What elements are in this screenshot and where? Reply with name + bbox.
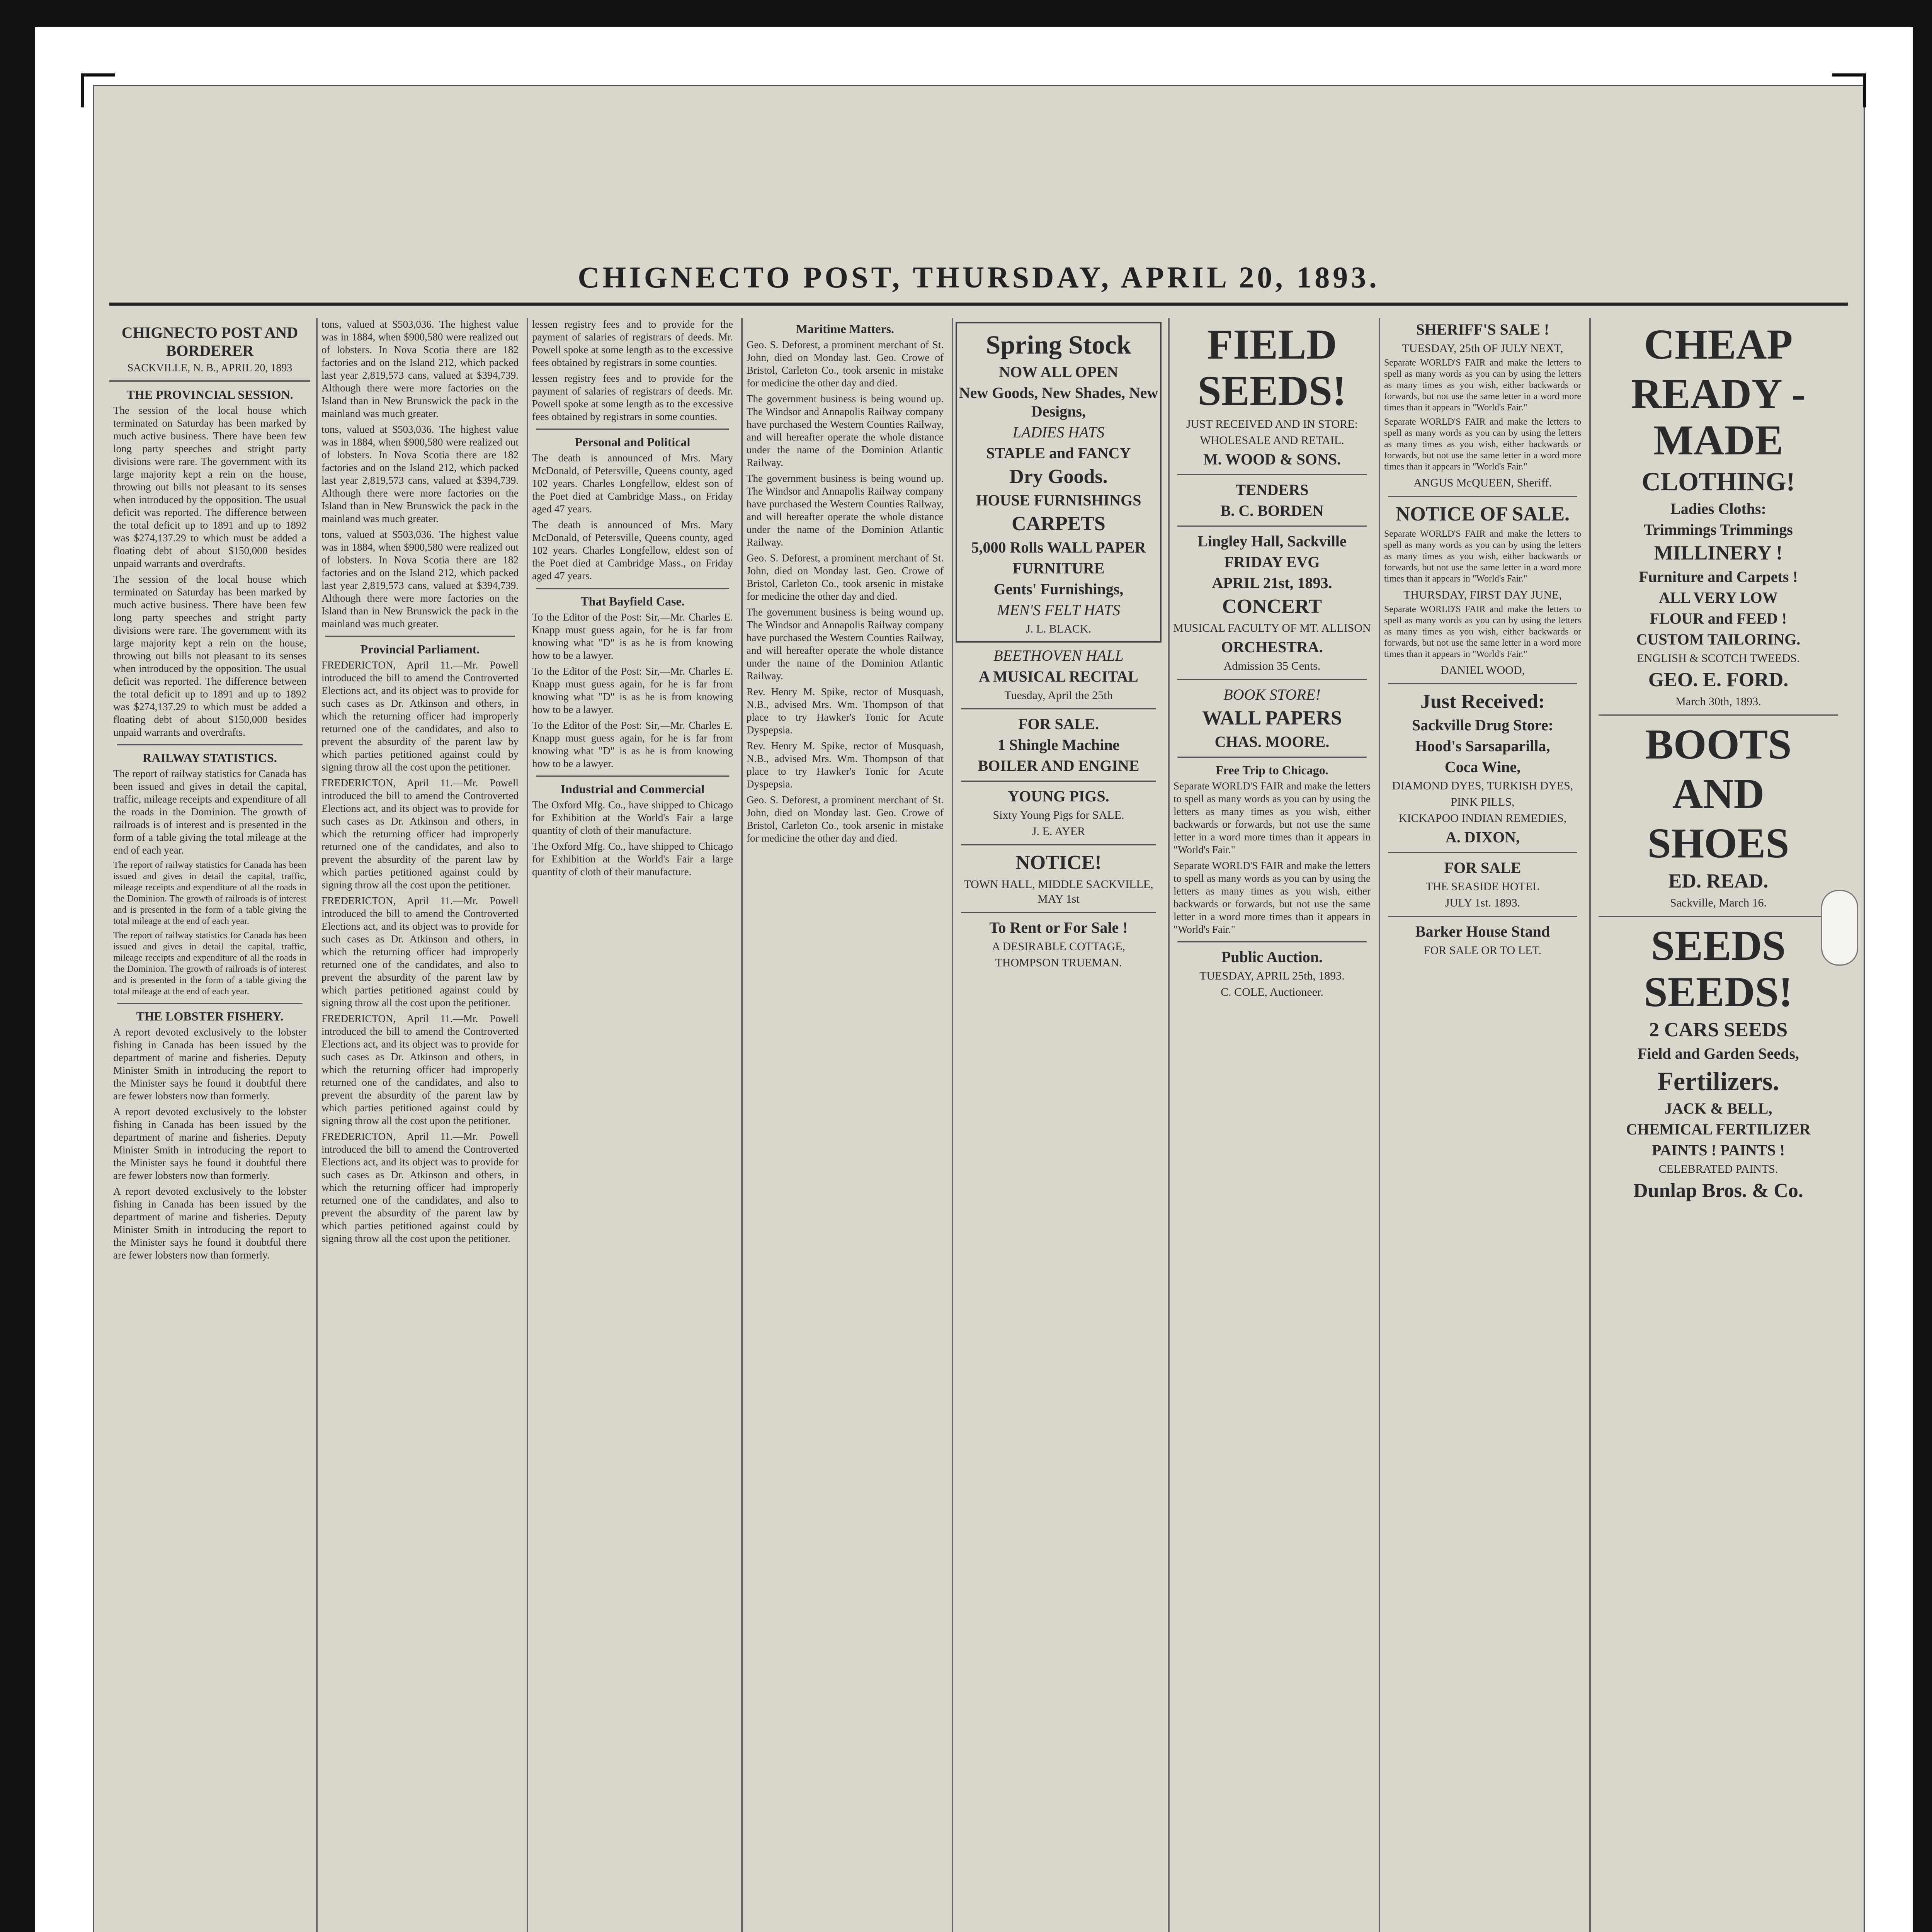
article-text: tons, valued at $503,036. The highest value was in 1884, when $900,580 were realized out of lobsters. In Nova Scotia there are 182 factories and on the Island 212, which packed last year 2,819,573 cans, valued at $394,739. Although there were more factories on the Island than in New Brunswick the pack in the mainland was much greater.: [321, 423, 519, 524]
ad-line: Field and Garden Seeds,: [1638, 1045, 1799, 1062]
divider: [1599, 916, 1838, 917]
ad-line: Admission 35 Cents.: [1223, 660, 1321, 672]
article-heading: Industrial and Commercial: [560, 782, 705, 796]
ad-line: TUESDAY, 25th OF JULY NEXT,: [1402, 342, 1563, 355]
article-text: lessen registry fees and to provide for the payment of salaries of registrars of deeds. Mr. Powell spoke at some length as to the excessive fees obtained by registrars in some counties.: [532, 372, 733, 422]
article-text: FREDERICTON, April 11.—Mr. Powell introduced the bill to amend the Controverted Elections act, and its object was to provide for such cases as Dr. Atkinson and others, in which the returning officer had improperly returned one of the candidates, and also to prevent the absurdity of the parent law by which parties petitioned against could by signing throw all the cost upon the petitioner.: [321, 777, 519, 891]
ad-line: Hood's Sarsaparilla,: [1415, 737, 1550, 755]
article-text: tons, valued at $503,036. The highest value was in 1884, when $900,580 were realized out of lobsters. In Nova Scotia there are 182 factories and on the Island 212, which packed last year 2,819,573 cans, valued at $394,739. Although there were more factories on the Island than in New Brunswick the pack in the mainland was much greater.: [321, 529, 519, 629]
ad-line: MUSICAL FACULTY OF MT. ALLISON: [1173, 622, 1371, 634]
ad-line: FURNITURE: [1012, 560, 1105, 577]
divider: [117, 1003, 303, 1004]
nameplate: CHIGNECTO POST AND BORDERER: [121, 324, 298, 359]
ad-signature: J. L. BLACK.: [1026, 622, 1092, 635]
ad-line: Fertilizers.: [1657, 1066, 1779, 1096]
article-text: A report devoted exclusively to the lobster fishing in Canada has been issued by the department of marine and fisheries. Deputy Minister Smith in introducing the report to the Minister says he found it doubtful there are fewer lobsters now than formerly.: [113, 1106, 306, 1181]
article-text: The session of the local house which terminated on Saturday has been marked by much active business. There have been few long party speeches and stright party divisions were rare. The government with its large majority kept a rein on the house, throwing out bills not pleasant to its senses when introduced by the opposition. The usual deficit was reported. The difference between the total deficit up to 1891 and up to 1892 was $274,137.29 to which must be added a floating debt of about $150,000 besides unpaid warrants and overdrafts.: [113, 573, 306, 738]
ad-line: Tuesday, April the 25th: [1004, 689, 1113, 702]
article-text: The report of railway statistics for Canada has been issued and gives in detail the capital, traffic, mileage receipts and expenditure of all the roads in the Dominion. The growth of railroads is of interest and is presented in the form of a table giving the total mileage at the end of each year.: [113, 860, 306, 926]
ad-line: JULY 1st. 1893.: [1445, 896, 1520, 909]
ad-line: Ladies Cloths:: [1670, 500, 1766, 517]
column-2: [316, 318, 522, 1932]
ad-date: Sackville, March 16.: [1670, 896, 1767, 909]
divider: [325, 636, 515, 637]
ad-title: BEETHOVEN HALL: [993, 647, 1124, 664]
crop-mark: [81, 73, 115, 107]
article-heading: That Bayfield Case.: [580, 594, 685, 608]
ad-line: DIAMOND DYES, TURKISH DYES,: [1392, 779, 1573, 792]
article-text: A report devoted exclusively to the lobster fishing in Canada has been issued by the department of marine and fisheries. Deputy Minister Smith in introducing the report to the Minister says he found it doubtful there are fewer lobsters now than formerly.: [113, 1185, 306, 1261]
ad-line: 2 CARS SEEDS: [1649, 1019, 1788, 1041]
article-text: To the Editor of the Post: Sir,—Mr. Charles E. Knapp must guess again, for he is far from knowing what "D" is as he is from knowing how to be a lawyer.: [532, 611, 733, 661]
ad-signature: C. COLE, Auctioneer.: [1221, 986, 1323, 998]
ad-line: CHEMICAL FERTILIZER: [1626, 1121, 1811, 1138]
article-text: The death is announced of Mrs. Mary McDonald, of Petersville, Queens county, aged 102 years. Charles Longfellow, eldest son of the Poet died at Cambridge Mass., on Friday aged 47 years.: [532, 452, 733, 515]
ad-title: SEEDS SEEDS!: [1644, 922, 1793, 1015]
article-heading: RAILWAY STATISTICS.: [143, 751, 277, 765]
article-text: Rev. Henry M. Spike, rector of Musquash, N.B., advised Mrs. Wm. Thompson of that place to try Hawker's Tonic for Acute Dyspepsia.: [747, 686, 944, 736]
article-text: The Oxford Mfg. Co., have shipped to Chicago for Exhibition at the World's Fair a large quantity of cloth of their manufacture.: [532, 840, 733, 878]
ad-line: THE SEASIDE HOTEL: [1425, 880, 1540, 893]
ad-title: CHEAP: [1644, 321, 1793, 368]
ad-title: FOR SALE.: [1018, 715, 1099, 733]
article-text: To the Editor of the Post: Sir,—Mr. Charles E. Knapp must guess again, for he is far from knowing what "D" is as he is from knowing how to be a lawyer.: [532, 719, 733, 769]
ad-line: Sackville Drug Store:: [1412, 716, 1553, 734]
article-text: FREDERICTON, April 11.—Mr. Powell introduced the bill to amend the Controverted Elections act, and its object was to provide for such cases as Dr. Atkinson and others, in which the returning officer had improperly returned one of the candidates, and also to prevent the absurdity of the parent law by which parties petitioned against could by signing throw all the cost upon the petitioner.: [321, 1131, 519, 1244]
divider: [1177, 679, 1367, 680]
ad-title: FIELD SEEDS!: [1197, 321, 1347, 414]
divider: [961, 781, 1156, 782]
ad-text: Separate WORLD'S FAIR and make the letters to spell as many words as you can by using the letters as many times as you wish, either backwards or forwards, but not use the same letter in a word more times than it appears in "World's Fair.": [1173, 780, 1371, 855]
ad-line: TOWN HALL, MIDDLE SACKVILLE, MAY 1st: [964, 878, 1153, 905]
ad-text: Separate WORLD'S FAIR and make the letters to spell as many words as you can by using the letters as many times as you wish, either backwards or forwards, but not use the same letter in a word more times than it appears in "World's Fair.": [1173, 860, 1371, 935]
ad-signature: M. WOOD & SONS.: [1203, 451, 1341, 468]
ad-line: PAINTS ! PAINTS !: [1651, 1141, 1785, 1159]
ad-title: Public Auction.: [1221, 948, 1323, 966]
ad-title: SHERIFF'S SALE !: [1416, 321, 1549, 338]
article-text: Rev. Henry M. Spike, rector of Musquash, N.B., advised Mrs. Wm. Thompson of that place to try Hawker's Tonic for Acute Dyspepsia.: [747, 740, 944, 790]
ad-title: Lingley Hall, Sackville: [1197, 532, 1347, 550]
divider: [1599, 714, 1838, 716]
ad-line: A MUSICAL RECITAL: [979, 668, 1138, 685]
ad-title: BOOK STORE!: [1223, 686, 1321, 703]
column-5: [952, 318, 1164, 1932]
column-4: [741, 318, 947, 1932]
advertisement: [956, 322, 1162, 643]
article-text: The government business is being wound up. The Windsor and Annapolis Railway company have purchased the Western Counties Railway, and will hereafter operate the whole distance under the name of the Dominion Atlantic Railway.: [747, 393, 944, 468]
ad-title: NOTICE OF SALE.: [1395, 503, 1570, 525]
article-heading: Provincial Parliament.: [360, 642, 480, 656]
crop-mark: [1832, 73, 1866, 107]
ad-line: JACK & BELL,: [1664, 1100, 1772, 1117]
ad-title: Spring Stock: [986, 330, 1131, 359]
ad-line: Sixty Young Pigs for SALE.: [993, 809, 1124, 821]
article-heading: THE PROVINCIAL SESSION.: [126, 388, 293, 401]
ad-line: FLOUR and FEED !: [1650, 610, 1787, 627]
article-heading: Maritime Matters.: [796, 322, 895, 336]
divider: [1388, 496, 1577, 497]
ad-signature: Dunlap Bros. & Co.: [1633, 1180, 1803, 1202]
ad-line: PINK PILLS,: [1451, 796, 1515, 808]
ad-title: YOUNG PIGS.: [1008, 787, 1109, 805]
article-text: FREDERICTON, April 11.—Mr. Powell introduced the bill to amend the Controverted Elections act, and its object was to provide for such cases as Dr. Atkinson and others, in which the returning officer had improperly returned one of the candidates, and also to prevent the absurdity of the parent law by which parties petitioned against could by signing throw all the cost upon the petitioner.: [321, 895, 519, 1009]
column-3: [527, 318, 737, 1932]
ad-title: TENDERS: [1235, 481, 1309, 498]
ad-title: Free Trip to Chicago.: [1216, 763, 1328, 777]
article-text: Geo. S. Deforest, a prominent merchant of St. John, died on Monday last. Geo. Crowe of Bristol, Carleton Co., took arsenic in mistake for medicine the other day and died.: [747, 339, 944, 389]
ad-signature: GEO. E. FORD.: [1648, 669, 1789, 691]
masthead-title: CHIGNECTO POST, THURSDAY, APRIL 20, 1893.: [578, 260, 1380, 294]
ad-line: STAPLE and FANCY: [986, 444, 1131, 462]
ad-signature: B. C. BORDEN: [1220, 502, 1324, 519]
ad-line: CONCERT: [1222, 595, 1322, 617]
ad-signature: ANGUS McQUEEN, Sheriff.: [1413, 476, 1552, 489]
ad-text: Separate WORLD'S FAIR and make the letters to spell as many words as you can by using the letters as many times as you wish, either backwards or forwards, but not use the same letter in a word more times than it appears in "World's Fair.": [1384, 417, 1581, 472]
ad-line: ENGLISH & SCOTCH TWEEDS.: [1637, 652, 1800, 665]
divider: [1177, 474, 1367, 475]
ad-text: Separate WORLD'S FAIR and make the letters to spell as many words as you can by using the letters as many times as you wish, either backwards or forwards, but not use the same letter in a word more times than it appears in "World's Fair.": [1384, 529, 1581, 584]
ad-line: Gents' Furnishings,: [993, 580, 1124, 598]
ad-line: CARPETS: [1012, 513, 1105, 535]
article-text: The death is announced of Mrs. Mary McDonald, of Petersville, Queens county, aged 102 years. Charles Longfellow, eldest son of the Poet died at Cambridge Mass., on Friday aged 47 years.: [532, 519, 733, 582]
ad-line: MILLINERY !: [1654, 542, 1783, 564]
ad-signature: ED. READ.: [1668, 870, 1769, 892]
ad-line: LADIES HATS: [1012, 423, 1105, 441]
scan-background: [35, 27, 1913, 1932]
article-heading: THE LOBSTER FISHERY.: [136, 1009, 284, 1023]
ad-line: Furniture and Carpets !: [1639, 568, 1798, 585]
ad-line: 5,000 Rolls WALL PAPER: [971, 539, 1146, 556]
ad-signature: J. E. AYER: [1032, 825, 1085, 838]
ad-line: THURSDAY, FIRST DAY JUNE,: [1403, 588, 1562, 601]
article-text: FREDERICTON, April 11.—Mr. Powell introduced the bill to amend the Controverted Elections act, and its object was to provide for such cases as Dr. Atkinson and others, in which the returning officer had improperly returned one of the candidates, and also to prevent the absurdity of the parent law by which parties petitioned against could by signing throw all the cost upon the petitioner.: [321, 1013, 519, 1126]
ad-line: TUESDAY, APRIL 25th, 1893.: [1199, 969, 1345, 982]
ad-line: ALL VERY LOW: [1659, 589, 1778, 606]
ad-line: Trimmings Trimmings: [1644, 521, 1793, 538]
article-text: The report of railway statistics for Canada has been issued and gives in detail the capital, traffic, mileage receipts and expenditure of all the roads in the Dominion. The growth of railroads is of interest and is presented in the form of a table giving the total mileage at the end of each year.: [113, 768, 306, 856]
ad-line: ORCHESTRA.: [1221, 638, 1323, 656]
ad-text: Separate WORLD'S FAIR and make the letters to spell as many words as you can by using the letters as many times as you wish, either backwards or forwards, but not use the same letter in a word more times than it appears in "World's Fair.": [1384, 358, 1581, 413]
divider: [536, 588, 729, 589]
ad-line: FRIDAY EVG: [1224, 553, 1320, 571]
divider: [961, 844, 1156, 845]
divider: [117, 744, 303, 745]
ad-line: CELEBRATED PAINTS.: [1658, 1163, 1778, 1175]
ad-title: SHOES: [1647, 820, 1789, 867]
ad-line: New Goods, New Shades, New Designs,: [959, 384, 1158, 420]
ad-signature: DANIEL WOOD,: [1440, 664, 1525, 677]
ad-line: KICKAPOO INDIAN REMEDIES,: [1398, 812, 1567, 825]
article-text: The session of the local house which terminated on Saturday has been marked by much active business. There have been few long party speeches and stright party divisions were rare. The government with its large majority kept a rein on the house, throwing out bills not pleasant to its senses when introduced by the opposition. The usual deficit was reported. The difference between the total deficit up to 1891 and up to 1892 was $274,137.29 to which must be added a floating debt of about $150,000 besides unpaid warrants and overdrafts.: [113, 405, 306, 569]
divider: [1388, 852, 1577, 853]
ad-line: Dry Goods.: [1009, 466, 1108, 488]
ad-line: 1 Shingle Machine: [997, 736, 1120, 753]
ad-title: To Rent or For Sale !: [989, 919, 1128, 936]
ad-line: WALL PAPERS: [1202, 707, 1342, 729]
masthead: [109, 256, 1848, 306]
ad-title: Just Received:: [1420, 690, 1545, 713]
article-text: A report devoted exclusively to the lobster fishing in Canada has been issued by the department of marine and fisheries. Deputy Minister Smith in introducing the report to the Minister says he found it doubtful there are fewer lobsters now than formerly.: [113, 1026, 306, 1102]
divider: [1177, 757, 1367, 758]
ad-title: READY - MADE: [1631, 370, 1806, 464]
ad-text: Separate WORLD'S FAIR and make the letters to spell as many words as you can by using the letters as many times as you wish, either backwards or forwards, but not use the same letter in a word more times than it appears in "World's Fair.": [1384, 604, 1581, 659]
ad-line: JUST RECEIVED AND IN STORE:: [1186, 418, 1358, 430]
article-text: tons, valued at $503,036. The highest value was in 1884, when $900,580 were realized out of lobsters. In Nova Scotia there are 182 factories and on the Island 212, which packed last year 2,819,573 cans, valued at $394,739. Although there were more factories on the Island than in New Brunswick the pack in the mainland was much greater.: [321, 318, 519, 419]
divider: [536, 776, 729, 777]
column-6: [1168, 318, 1374, 1932]
newspaper-page: [93, 85, 1865, 1932]
article-text: Geo. S. Deforest, a prominent merchant of St. John, died on Monday last. Geo. Crowe of Bristol, Carleton Co., took arsenic in mistake for medicine the other day and died.: [747, 552, 944, 602]
ad-date: March 30th, 1893.: [1675, 695, 1761, 708]
article-text: The Oxford Mfg. Co., have shipped to Chicago for Exhibition at the World's Fair a large quantity of cloth of their manufacture.: [532, 799, 733, 836]
article-heading: Personal and Political: [575, 435, 690, 449]
article-text: The government business is being wound up. The Windsor and Annapolis Railway company have purchased the Western Counties Railway, and will hereafter operate the whole distance under the name of the Dominion Atlantic Railway.: [747, 473, 944, 548]
ad-signature: CHAS. MOORE.: [1214, 733, 1330, 750]
ad-line: Coca Wine,: [1444, 758, 1521, 776]
article-text: FREDERICTON, April 11.—Mr. Powell introduced the bill to amend the Controverted Elections act, and its object was to provide for such cases as Dr. Atkinson and others, in which the returning officer had improperly returned one of the candidates, and also to prevent the absurdity of the parent law by which parties petitioned against could by signing throw all the cost upon the petitioner.: [321, 659, 519, 773]
article-text: To the Editor of the Post: Sir,—Mr. Charles E. Knapp must guess again, for he is far from knowing what "D" is as he is from knowing how to be a lawyer.: [532, 665, 733, 715]
column-7: [1379, 318, 1585, 1932]
divider: [1388, 683, 1577, 684]
ad-line: CUSTOM TAILORING.: [1636, 631, 1801, 648]
ad-title: FOR SALE: [1444, 859, 1521, 876]
ad-subtitle: NOW ALL OPEN: [999, 363, 1118, 381]
ad-line: WHOLESALE AND RETAIL.: [1200, 434, 1344, 447]
ad-line: APRIL 21st, 1893.: [1212, 574, 1332, 592]
column-1: [109, 318, 310, 1932]
ad-title: NOTICE!: [1015, 852, 1102, 874]
article-text: Geo. S. Deforest, a prominent merchant of St. John, died on Monday last. Geo. Crowe of Bristol, Carleton Co., took arsenic in mistake for medicine the other day and died.: [747, 794, 944, 844]
ad-line: MEN'S FELT HATS: [997, 601, 1120, 619]
divider: [961, 708, 1156, 709]
divider: [109, 380, 310, 382]
ad-line: HOUSE FURNISHINGS: [976, 492, 1141, 509]
divider: [1177, 526, 1367, 527]
divider: [961, 912, 1156, 913]
divider: [536, 429, 729, 430]
ad-line: FOR SALE OR TO LET.: [1423, 944, 1542, 957]
ad-title: AND: [1672, 770, 1765, 817]
ad-title: CLOTHING!: [1641, 467, 1795, 496]
ad-line: A DESIRABLE COTTAGE,: [992, 940, 1126, 953]
dateline: SACKVILLE, N. B., APRIL 20, 1893: [127, 362, 293, 374]
column-8: [1589, 318, 1846, 1932]
ad-title: BOOTS: [1645, 721, 1792, 768]
article-text: The government business is being wound up. The Windsor and Annapolis Railway company have purchased the Western Counties Railway, and will hereafter operate the whole distance under the name of the Dominion Atlantic Railway.: [747, 606, 944, 682]
divider: [1177, 941, 1367, 942]
divider: [1388, 916, 1577, 917]
article-text: The report of railway statistics for Canada has been issued and gives in detail the capital, traffic, mileage receipts and expenditure of all the roads in the Dominion. The growth of railroads is of interest and is presented in the form of a table giving the total mileage at the end of each year.: [113, 930, 306, 997]
ad-signature: THOMPSON TRUEMAN.: [995, 956, 1122, 969]
ad-title: Barker House Stand: [1415, 923, 1550, 940]
paper-damage: [1821, 890, 1858, 966]
ad-line: BOILER AND ENGINE: [978, 757, 1139, 774]
ad-signature: A. DIXON,: [1445, 828, 1520, 846]
article-text: lessen registry fees and to provide for the payment of salaries of registrars of deeds. Mr. Powell spoke at some length as to the excessive fees obtained by registrars in some counties.: [532, 318, 733, 368]
